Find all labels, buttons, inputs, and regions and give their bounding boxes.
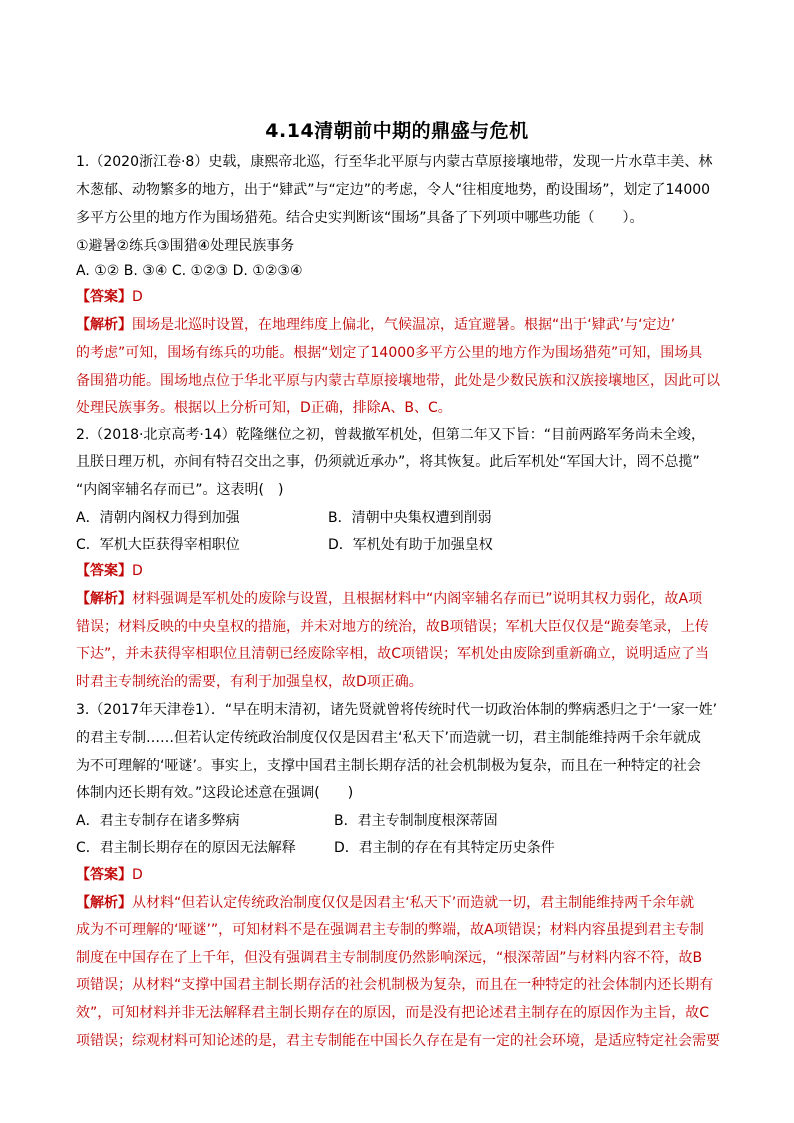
q1-stem-line: 1.（2020浙江卷·8）史载，康熙帝北巡，行至华北平原与内蒙古草原接壤地带，发现一片水草丰美、林 [76,154,713,170]
answer-value: D [132,289,143,305]
q2-analysis-line: 下达”，并未获得宰相职位且清朝已经废除宰相，故C项错误；军机处由废除到重新确立，说明适应了当 [76,646,710,662]
q3-analysis-line: 项错误；从材料“支撑中国君主制长期存活的社会机制极为复杂，而且在一种特定的社会体制内还长期有 [76,977,714,993]
q2-analysis-line: 错误；材料反映的中央皇权的措施，并未对地方的统治，故B项错误；军机大臣仅仅是“跪奏笔录，上传 [76,619,709,635]
q1-analysis-line: 的考虑”可知，围场有练兵的功能。根据“划定了14000多平方公里的地方作为围场猎苑”可知，围场具 [76,345,703,361]
q2-option-b: B．清朝中央集权遭到削弱 [328,510,492,526]
analysis-tag: 【解析】 [76,895,132,911]
q1-stem-line: 木葱郁、动物繁多的地方，出于“肄武”与“定边”的考虑，令人“往相度地势，酌设围场”，划定了14000 [76,182,711,198]
answer-tag: 【答案】 [76,563,132,579]
q3-option-c: C．君主制长期存在的原因无法解释 [76,840,296,856]
q3-analysis-line: 【解析】从材料“但若认定传统政治制度仅仅是因君主‘私天下’而造就一切，君主制能维持两千余年就 [76,895,695,911]
q2-option-c: C．军机大臣获得宰相职位 [76,537,240,553]
q2-stem-line: 且朕日理万机，亦间有特召交出之事，仍须就近承办”，将其恢复。此后军机处“军国大计，罔不总揽” [76,454,700,470]
q3-stem-line: 的君主专制……但若认定传统政治制度仅仅是因君主‘私天下’而造就一切，君主制能维持两千余年就成 [76,730,701,746]
q1-choices-list: ①避暑②练兵③围猎④处理民族事务 [76,238,295,254]
q3-option-b: B．君主专制制度根深蒂固 [334,813,498,829]
page-title: 4.14清朝前中期的鼎盛与危机 [265,120,529,142]
q1-analysis-line: 【解析】围场是北巡时设置，在地理纬度上偏北，气候温凉，适宜避暑。根据“出于‘肄武’与‘定边’ [76,317,676,333]
q1-analysis-line: 备围猎功能。围场地点位于华北平原与内蒙古草原接壤地带，此处是少数民族和汉族接壤地区，因此可以 [76,373,720,389]
q3-analysis-line: 制度在中国存在了上千年，但没有强调君主专制制度仍然影响深远，“根深蒂固”与材料内容不符，故B [76,950,703,966]
q1-analysis-line: 处理民族事务。根据以上分析可知，D正确，排除A、B、C。 [76,400,452,416]
q2-option-d: D．军机处有助于加强皇权 [328,537,493,553]
q2-answer [76,561,720,581]
q2-option-a: A．清朝内阁权力得到加强 [76,510,240,526]
answer-tag: 【答案】 [76,289,132,305]
analysis-tag: 【解析】 [76,317,132,333]
q1-options: A. ①② B. ③④ C. ①②③ D. ①②③④ [76,263,303,279]
analysis-tag: 【解析】 [76,591,132,607]
q3-analysis-line: 成为不可理解的‘哑谜’”，可知材料不是在强调君主专制的弊端，故A项错误；材料内容虽提到君主专制 [76,922,704,938]
q3-option-d: D．君主制的存在有其特定历史条件 [334,840,555,856]
q3-answer [76,865,720,885]
q3-stem-line: 为不可理解的‘哑谜’。事实上，支撑中国君主制长期存活的社会机制极为复杂，而且在一种特定的社会 [76,758,701,774]
answer-tag: 【答案】 [76,867,132,883]
q2-stem-line: 2.（2018·北京高考·14）乾隆继位之初，曾裁撤军机处，但第二年又下旨：“目前两路军务尚未全竣， [76,427,705,443]
q2-stem-line: “内阁宰辅名存而已”。这表明( ) [76,482,284,498]
q1-stem-line: 多平方公里的地方作为围场猎苑。结合史实判断该“围场”具备了下列项中哪些功能（ ）。 [76,210,644,226]
quoted-text: 私天下 [409,895,452,911]
answer-value: D [132,563,143,579]
q3-stem-line: 体制内还长期有效。”这段论述意在强调( ) [76,785,354,801]
q1-answer [76,287,720,307]
q3-analysis-line: 效”，可知材料并非无法解释君主制长期存在的原因，而是没有把论述君主制存在的原因作为主旨，故C [76,1005,710,1021]
q2-analysis-line: 时君主专制统治的需要，有利于加强皇权，故D项正确。 [76,674,423,690]
answer-value: D [132,867,143,883]
q3-analysis-line: 项错误；综观材料可知论述的是，君主专制能在中国长久存在是有一定的社会环境，是适应特定社会需要 [76,1033,720,1049]
q2-analysis-line: 【解析】材料强调是军机处的废除与设置，且根据材料中“内阁宰辅名存而已”说明其权力弱化，故A项 [76,591,703,607]
quoted-text: “内阁宰辅名存而已” [426,591,553,607]
q3-option-a: A．君主专制存在诸多弊病 [76,813,240,829]
q3-stem-line: 3.（2017年天津卷1）．“早在明末清初，诸先贤就曾将传统时代一切政治体制的弊病悉归之于‘一家一姓’ [76,702,718,718]
